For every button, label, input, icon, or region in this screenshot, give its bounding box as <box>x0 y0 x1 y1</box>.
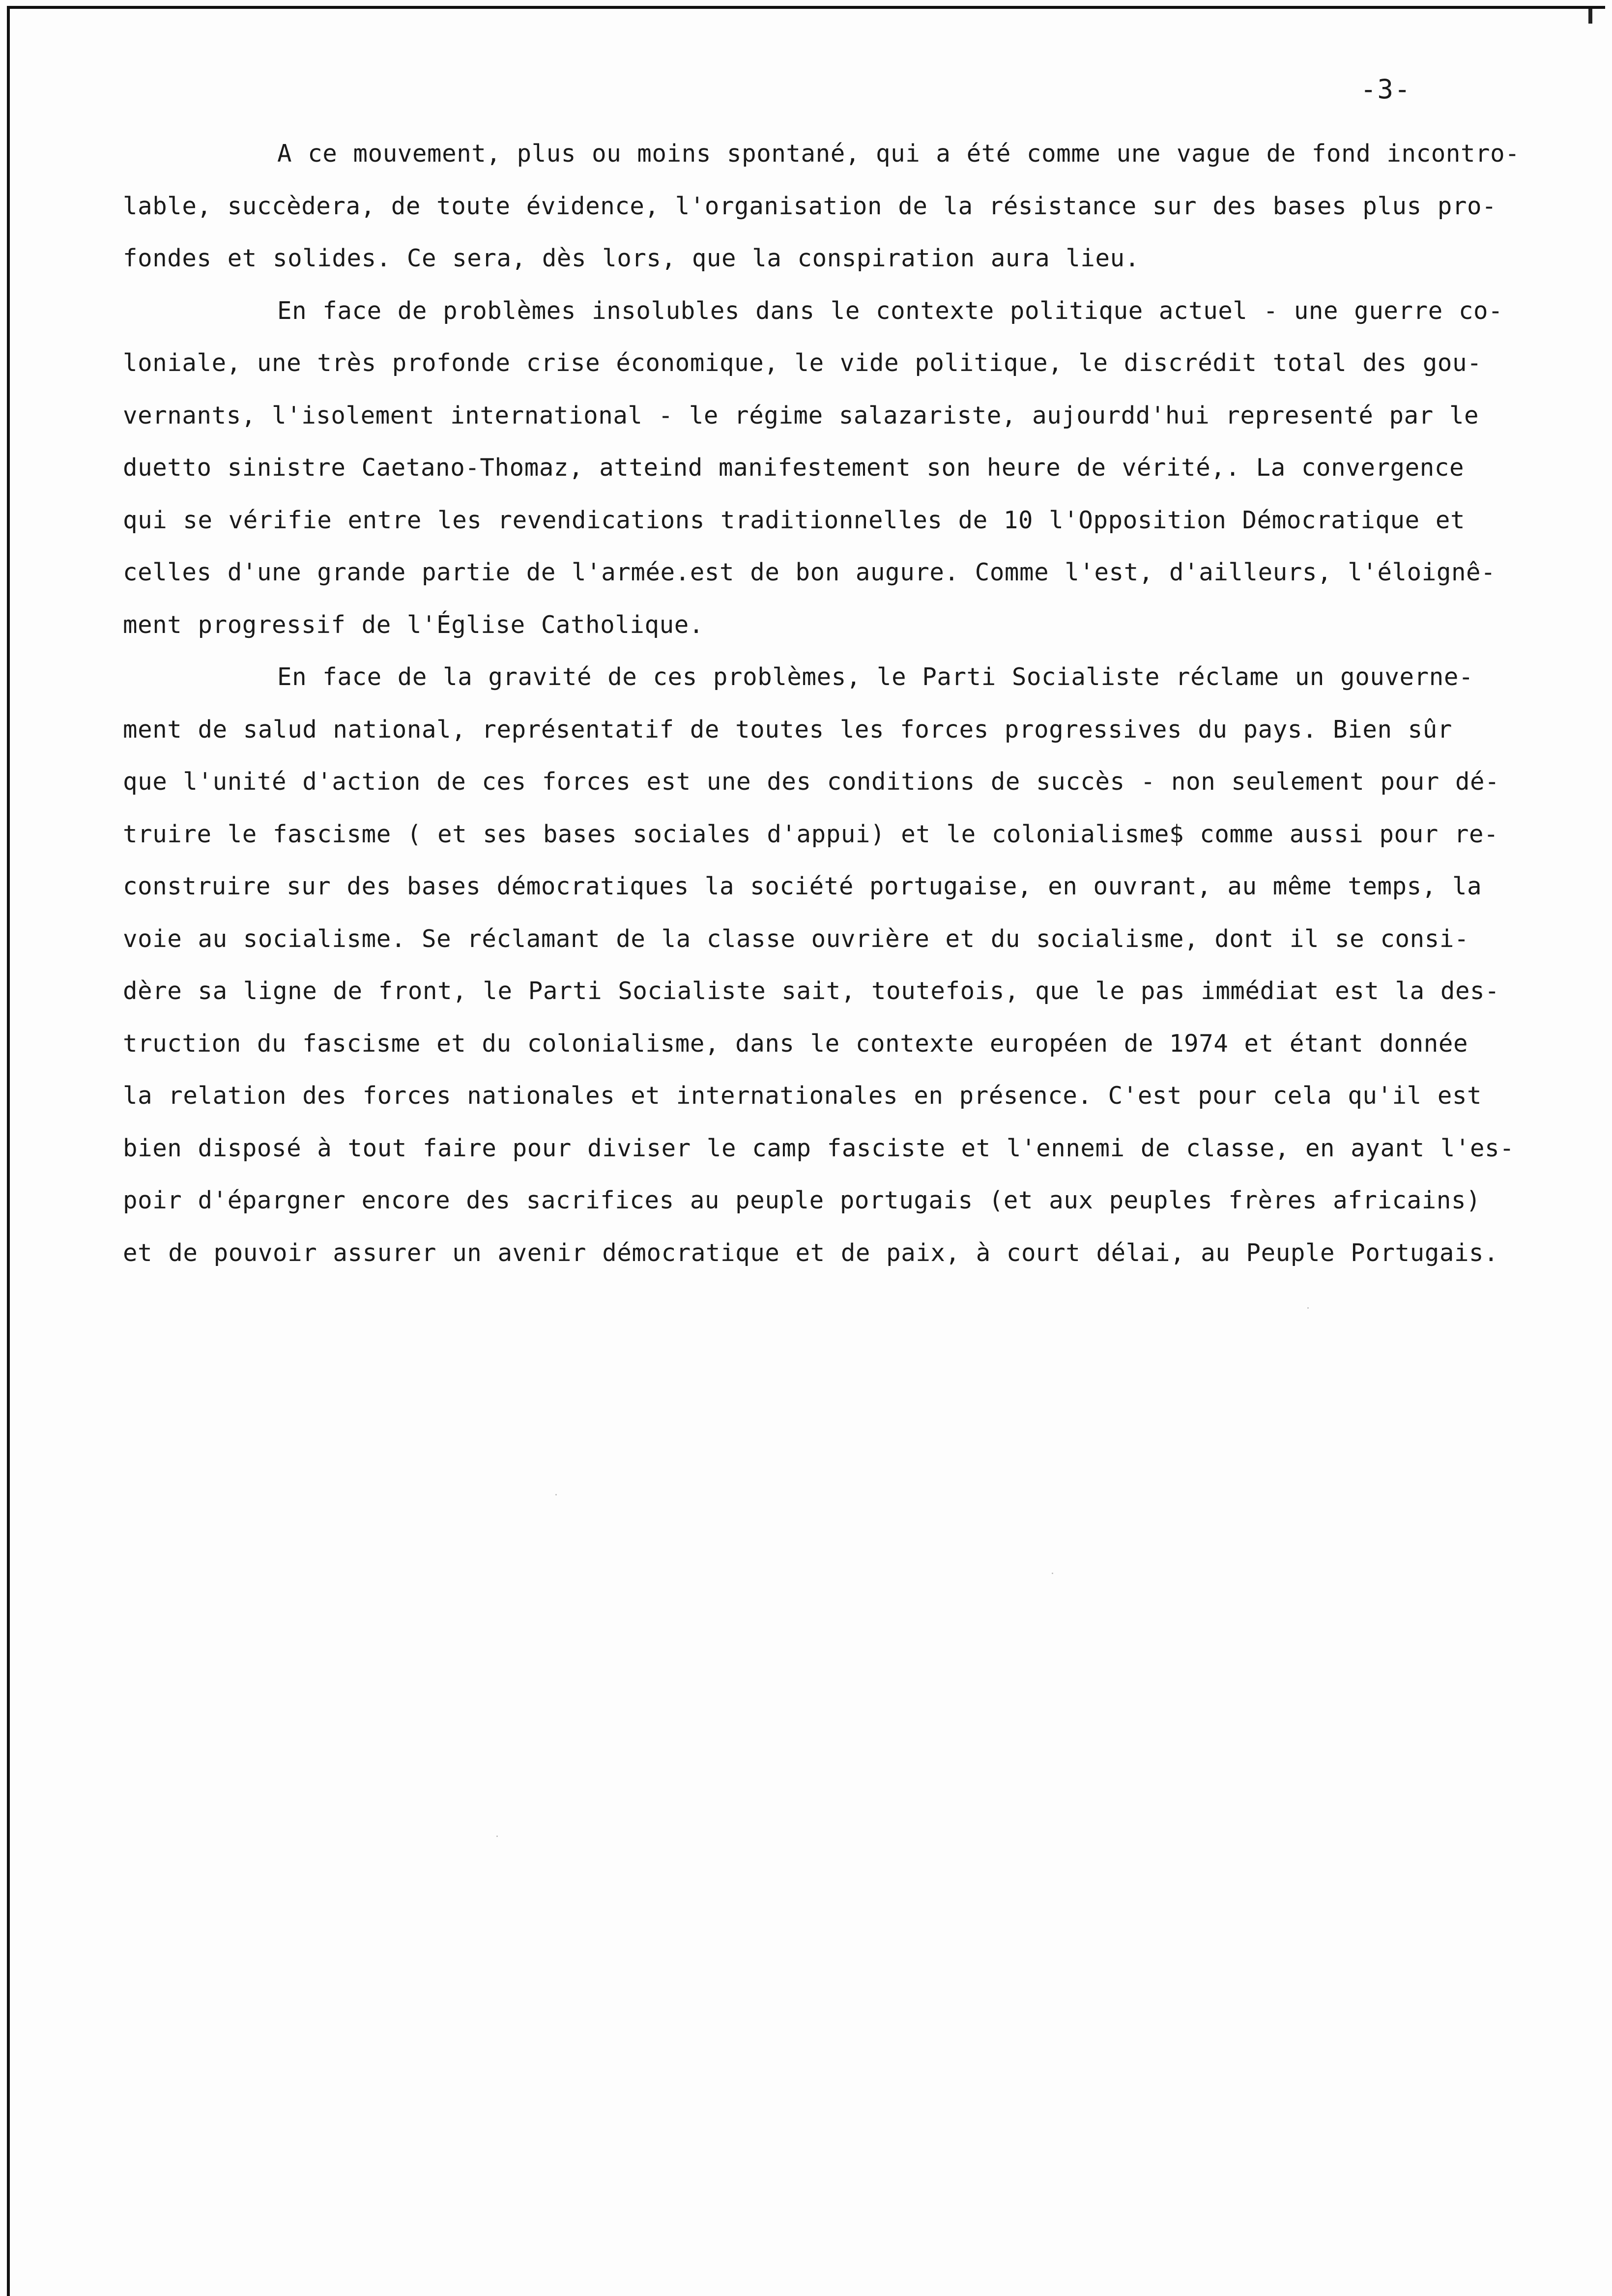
text-line: A ce mouvement, plus ou moins spontané, qui a été comme une vague de fond incontro- <box>277 140 1520 168</box>
scan-edge-top <box>7 6 1605 9</box>
text-line: voie au socialisme. Se réclamant de la classe ouvrière et du socialisme, dont il se consi- <box>123 924 1469 953</box>
text-line: dère sa ligne de front, le Parti Socialiste sait, toutefois, que le pas immédiat est la des- <box>123 977 1500 1005</box>
text-line: construire sur des bases démocratiques la société portugaise, en ouvrant, au même temps, la <box>123 872 1482 900</box>
text-line: la relation des forces nationales et internationales en présence. C'est pour cela qu'il est <box>123 1082 1482 1110</box>
text-line: bien disposé à tout faire pour diviser le camp fasciste et l'ennemi de classe, en ayant l'es- <box>123 1134 1515 1162</box>
text-line: ment de salud national, représentatif de toutes les forces progressives du pays. Bien sûr <box>123 715 1452 744</box>
text-line: que l'unité d'action de ces forces est une des conditions de succès - non seulement pour dé- <box>123 768 1500 796</box>
text-line: duetto sinistre Caetano-Thomaz, atteind manifestement son heure de vérité,. La convergence <box>123 454 1465 482</box>
text-line: truction du fascisme et du colonialisme, dans le contexte européen de 1974 et étant donnée <box>123 1029 1468 1058</box>
scan-speck <box>496 1836 498 1837</box>
text-line: truire le fascisme ( et ses bases sociales d'appui) et le colonialisme$ comme aussi pour re- <box>123 820 1499 848</box>
page-number: -3- <box>1360 74 1411 105</box>
body-text <box>123 128 1568 1279</box>
scan-edge-left <box>7 6 10 2296</box>
text-line: fondes et solides. Ce sera, dès lors, que la conspiration aura lieu. <box>123 244 1140 272</box>
text-line: qui se vérifie entre les revendications traditionnelles de 10 l'Opposition Démocratique et <box>123 506 1466 534</box>
text-line: poir d'épargner encore des sacrifices au peuple portugais (et aux peuples frères africains) <box>123 1186 1481 1214</box>
text-line: lable, succèdera, de toute évidence, l'organisation de la résistance sur des bases plus pro- <box>123 192 1497 220</box>
text-line: vernants, l'isolement international - le régime salazariste, aujourdd'hui representé par le <box>123 401 1479 430</box>
scan-speck <box>555 1494 557 1495</box>
scan-speck <box>1307 1307 1309 1309</box>
text-line: ment progressif de l'Église Catholique. <box>123 610 704 639</box>
text-line: celles d'une grande partie de l'armée.est de bon augure. Comme l'est, d'ailleurs, l'éloignê- <box>123 558 1496 586</box>
text-line: En face de la gravité de ces problèmes, le Parti Socialiste réclame un gouverne- <box>277 663 1474 691</box>
scan-speck <box>1052 1573 1053 1574</box>
text-line: loniale, une très profonde crise économique, le vide politique, le discrédit total des gou- <box>123 349 1482 377</box>
text-line: En face de problèmes insolubles dans le contexte politique actuel - une guerre co- <box>277 296 1503 325</box>
scan-corner-mark <box>1588 9 1592 24</box>
text-line: et de pouvoir assurer un avenir démocratique et de paix, à court délai, au Peuple Portugais. <box>123 1238 1499 1267</box>
